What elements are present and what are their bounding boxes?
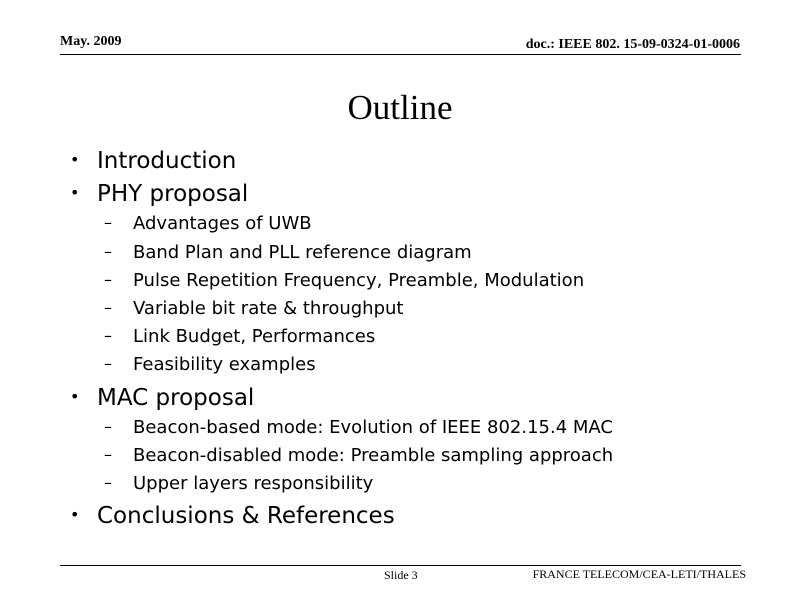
outline-item-phy-proposal [70,181,249,207]
dash-icon: – [104,445,112,464]
outline-subitem-band-plan [104,242,472,263]
footer-organizations: FRANCE TELECOM/CEA-LETI/THALES [532,567,746,581]
outline-subitem-link-budget [104,326,376,347]
slide-title: Outline [347,88,453,127]
outline-item-text: Advantages of UWB [133,213,312,234]
outline-item-introduction [70,148,237,174]
outline-item-text: Beacon-based mode: Evolution of IEEE 802.15.4 MAC [133,417,613,438]
header-divider [60,54,741,55]
outline-item-mac-proposal [70,385,255,411]
dash-icon: – [104,326,112,345]
bullet-icon: • [70,150,80,169]
outline-item-text: Band Plan and PLL reference diagram [133,242,472,263]
bullet-icon: • [70,183,80,202]
outline-item-text: Beacon-disabled mode: Preamble sampling approach [133,445,614,466]
outline-subitem-advantages [104,213,312,234]
header-date: May. 2009 [60,34,122,49]
slide-number: Slide 3 [384,568,418,582]
outline-subitem-feasibility [104,354,316,375]
dash-icon: – [104,417,112,436]
outline-subitem-upper-layers [104,473,374,494]
outline-item-text: Conclusions & References [97,503,395,529]
outline-item-text: Introduction [97,148,237,174]
dash-icon: – [104,270,112,289]
outline-item-text: Variable bit rate & throughput [133,298,404,319]
outline-item-text: MAC proposal [97,385,255,411]
outline-item-text: Link Budget, Performances [133,326,376,347]
dash-icon: – [104,354,112,373]
outline-subitem-prf [104,270,585,291]
dash-icon: – [104,242,112,261]
footer-divider [60,565,741,566]
outline-item-text: Upper layers responsibility [133,473,374,494]
dash-icon: – [104,473,112,492]
outline-item-conclusions [70,503,395,529]
outline-subitem-beacon-disabled [104,445,614,466]
outline-item-text: Pulse Repetition Frequency, Preamble, Modulation [133,270,585,291]
outline-subitem-bit-rate [104,298,404,319]
outline-item-text: Feasibility examples [133,354,316,375]
bullet-icon: • [70,505,80,524]
bullet-icon: • [70,387,80,406]
dash-icon: – [104,213,112,232]
outline-item-text: PHY proposal [97,181,249,207]
header-doc-id: doc.: IEEE 802. 15-09-0324-01-0006 [525,37,740,52]
outline-subitem-beacon-based [104,417,613,438]
dash-icon: – [104,298,112,317]
